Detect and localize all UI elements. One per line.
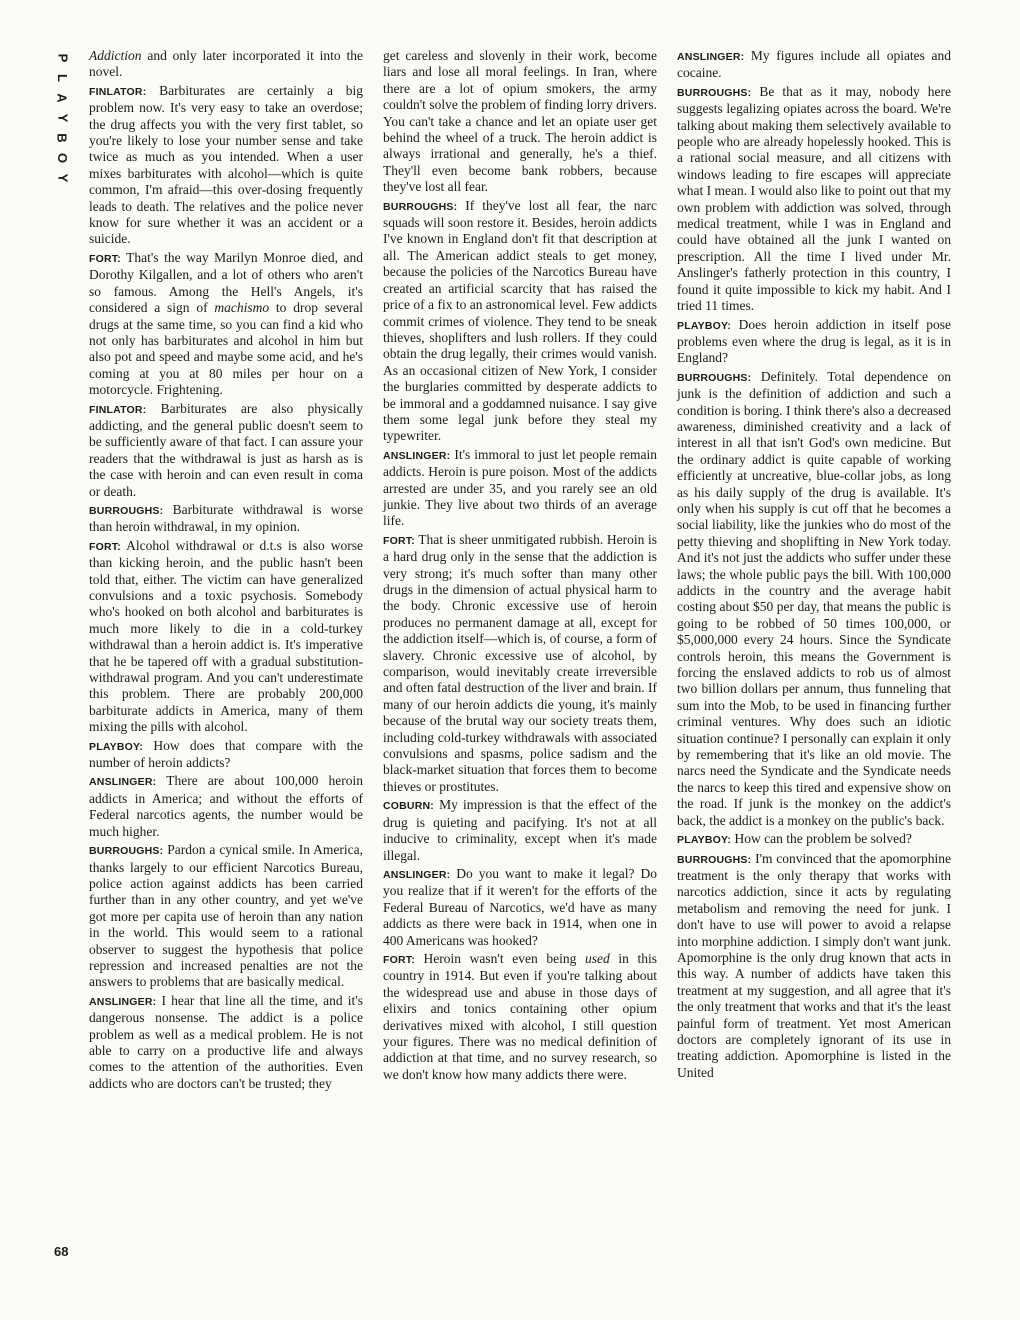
italic-text: used (584, 950, 610, 966)
speaker-label: FORT: (89, 540, 121, 553)
paragraph (89, 773, 363, 840)
speaker-label: ANSLINGER: (383, 449, 451, 462)
speaker-label: PLAYBOY: (677, 319, 732, 332)
paragraph (89, 738, 363, 772)
paragraph (383, 48, 657, 196)
body-text: How does that compare with the number of heroin addicts? (89, 737, 363, 771)
body-text: get careless and slovenly in their work, become liars and lose all moral feelings. In Iran, where there are a lot of opium smokers, the army couldn't solve the problem of finding lorry drivers. You can't take a chance and let an opiate user get behind the wheel of a truck. The heroin addict is always irrational and generally, he's a thief. They'll even become bank robbers, because they've lost all fear. (383, 48, 657, 195)
speaker-label: PLAYBOY: (89, 740, 144, 753)
speaker-label: ANSLINGER: (383, 868, 451, 881)
body-text: How can the problem be solved? (731, 831, 912, 847)
body-text: Definitely. Total dependence on junk is the definition of addiction and such a condition is boring. I think there's also a decreased awareness, diminished creativity and a lack of interest in all that isn't God's own medicine. But the ordinary addict is quite capable of working efficiently at uncreative, blue-collar jobs, as long as his daily supply of the drug is available. It's only when his supply is cut off that he becomes a social liability, like the junkies who do most of the petty thieving and shoplifting in New York today. And it's not just the addicts who suffer under these laws; the whole public pays the bill. With 100,000 addicts in the country and the average habit costing about $50 per day, that means the public is going to be robbed of 50 times 100,000, or $5,000,000 every 24 hours. Since the Syndicate controls heroin, this means the Government is forcing the enslaved addicts to rob us of almost two billion dollars per annum, thus funneling that sum into the Mob, to be used in financing further criminal ventures. Why does such an idiotic situation continue? I personally can explain it only by remembering that it's like an old movie. The narcs need the Syndicate and the Syndicate needs the narcs to keep this tired and expensive show on the road. If junk is the monkey on the addict's back, the addict is a monkey on the public's back. (677, 368, 951, 828)
italic-text: Addiction (89, 48, 142, 63)
paragraph (677, 48, 951, 82)
body-text: That is sheer unmitigated rubbish. Heroin is a hard drug only in the sense that the addiction is very strong; it's much softer than many other drugs in the dimension of actual physical harm to the body. Chronic excessive use of heroin produces no permanent damage at all, except for the addiction itself—which is, of course, a form of slavery. Chronic excessive use of alcohol, by comparison, would inevitably create irreversible and often fatal destruction of the liver and brain. If many of our heroin addicts die young, it's mainly because of the brutal way our society treats them, including cold-turkey withdrawals with associated convulsions and spasms, police sadism and the black-market situation that forces them to become thieves or prostitutes. (383, 531, 657, 794)
spine-letter: P (54, 53, 70, 63)
paragraph (89, 48, 363, 81)
body-text: in this country in 1914. But even if you're talking about the widespread use and abuse in those days of elixirs and tonics containing other opium derivatives mixed with alcohol, I still question your figures. There was no medical definition of addiction at that time, and no survey research, so we don't know how many addicts there were. (383, 950, 657, 1082)
paragraph (677, 831, 951, 848)
speaker-label: FINLATOR: (89, 403, 147, 416)
speaker-label: BURROUGHS: (677, 853, 752, 866)
body-text: Barbiturate withdrawal is worse than heroin withdrawal, in my opinion. (89, 501, 363, 535)
speaker-label: PLAYBOY: (677, 834, 732, 847)
body-text: to drop several drugs at the same time, so you can find a kid who not only has barbiturates and alcohol in him but also pot and speed and maybe some acid, and he's coming at you at 80 miles per hour on a motorcycle. Frightening. (89, 300, 363, 398)
spine-letter: O (55, 152, 70, 164)
speaker-label: BURROUGHS: (89, 504, 164, 517)
text-column-2 (383, 48, 657, 1085)
paragraph (677, 317, 951, 367)
body-text: Be that as it may, nobody here suggests legalizing opiates across the board. We're talking about making them selectively available to people who are already hopelessly hooked. This is a rational social measure, and all citizens with windows leading to fire escapes will appreciate what I mean. I would also like to point out that my own problem with addiction was solved, through medical treatment, while I was in England and could have obtained all the junk I wanted on prescription. All the time I lived under Mr. Anslinger's fatherly protection in this country, I found it quite impossible to kick my habit. And I tried 11 times. (677, 83, 951, 314)
speaker-label: COBURN: (383, 800, 434, 813)
paragraph (89, 502, 363, 536)
body-text: Barbiturates are also physically addicting, and the general public doesn't seem to be sufficiently aware of that fact. I can assure your readers that the withdrawal is just as harsh as is the case with heroin and can even result in coma or death. (89, 400, 363, 499)
spine-letter: Y (54, 113, 70, 123)
body-text: Does heroin addiction in itself pose problems even where the drug is legal, as it is in England? (677, 316, 951, 366)
speaker-label: FORT: (383, 953, 415, 966)
speaker-label: BURROUGHS: (677, 86, 752, 99)
paragraph (89, 250, 363, 399)
body-text: and only later incorporated it into the novel. (89, 48, 363, 80)
text-column-1 (89, 48, 363, 1094)
speaker-label: BURROUGHS: (89, 845, 164, 858)
speaker-label: FORT: (89, 252, 121, 265)
spine-letter: B (54, 133, 70, 143)
paragraph (89, 538, 363, 736)
paragraph (677, 369, 951, 829)
speaker-label: ANSLINGER: (89, 776, 157, 789)
paragraph (89, 993, 363, 1092)
body-text: Barbiturates are certainly a big problem now. It's very easy to take an overdose; the drug affects you with the very first tablet, so you're likely to lose your number sense and take twice as much as you intended. When a user mixes barbiturates with alcohol—which is quite common, I'm afraid—this over-dosing frequently leads to death. The relatives and the police never know for sure whether it was an accident or a suicide. (89, 82, 363, 247)
spine-letter: L (54, 74, 70, 82)
body-text: I hear that line all the time, and it's dangerous nonsense. The addict is a police problem as well as a medical problem. He is not able to carry on a productive life and always comes to the attention of the authorities. Even addicts who are doctors can't be trusted; they (89, 992, 363, 1091)
speaker-label: ANSLINGER: (677, 51, 745, 63)
paragraph (677, 84, 951, 315)
body-text: Alcohol withdrawal or d.t.s is also worse than kicking heroin, and the public hasn't been told that, either. The victim can have generalized convulsions and a toxic psychosis. Somebody who's hooked on both alcohol and barbiturates is much more likely to die in a cold-turkey withdrawal than a heroin addict is. It's imperative that he be tapered off with a gradual substitution-withdrawal program. And you can't underestimate this problem. There are probably 200,000 barbiturate addicts in America, many of them mixing the pills with alcohol. (89, 537, 363, 735)
body-text: It's immoral to just let people remain addicts. Heroin is pure poison. Most of the addicts arrested are under 35, and you rarely see an old junkie. They live about two thirds of an average life. (383, 446, 657, 529)
body-text: I'm convinced that the apomorphine treatment is the only therapy that works with narcotics addiction, since it acts by regulating metabolism and removing the need for junk. I don't have to use will power to avoid a relapse into morphine addiction. I simply don't want junk. Apomorphine is the only drug known that acts in this way. A number of addicts have taken this treatment at my suggestion, and all agree that it's the only treatment that works and that it's the least painful form of treatment. Yet most American doctors are completely ignorant of its use in treating addiction. Apomorphine is listed in the United (677, 850, 951, 1080)
italic-text: machismo (214, 300, 270, 316)
paragraph (89, 401, 363, 500)
paragraph (677, 851, 951, 1082)
paragraph (383, 532, 657, 796)
body-text: There are about 100,000 heroin addicts in America; and without the efforts of Federal narcotics agents, the number would be much higher. (89, 773, 363, 839)
speaker-label: BURROUGHS: (677, 371, 752, 384)
text-column-3 (677, 48, 951, 1083)
paragraph (383, 198, 657, 445)
body-text: If they've lost all fear, the narc squads will soon restore it. Besides, heroin addicts I've known in England don't fit that description at all. The American addict steals to get money, because the policies of the Narcotics Bureau have created an artificial scarcity that has raised the price of a fix to an astronomical level. Few addicts commit crimes of violence. They tend to be sneak thieves, shoplifters and lush rollers. If they could obtain the drug legally, their crimes would vanish. As an occasional citizen of New York, I consider the burglaries committed by desperate addicts to be immoral and a goddamned nuisance. I say give them some legal junk before they steal my typewriter. (383, 197, 657, 444)
speaker-label: FORT: (383, 534, 415, 547)
body-text: That's the way Marilyn Monroe died, and Dorothy Kilgallen, and a lot of others who aren't so famous. Among the Hell's Angels, it's considered a sign of (89, 249, 363, 316)
paragraph (89, 83, 363, 248)
magazine-spine-title (53, 48, 71, 188)
spine-letter: Y (54, 173, 70, 183)
body-text: Heroin wasn't even being (414, 950, 585, 966)
body-text: Do you want to make it legal? Do you realize that if it weren't for the efforts of the Federal Bureau of Narcotics, we'd have as many addicts as there were back in 1914, when one in 400 Americans was hooked? (383, 865, 657, 948)
page-number: 68 (54, 1244, 69, 1259)
speaker-label: FINLATOR: (89, 85, 147, 98)
paragraph (383, 951, 657, 1083)
body-text: Pardon a cynical smile. In America, thanks largely to our efficient Narcotics Bureau, police action against addicts has been carried further than in any other country, and yet we've got more per capita use of heroin than any nation in the world. This would seem to a rational observer to suggest the hypothesis that police repression and increased penalties are not the answers to problems that are basically medical. (89, 842, 363, 990)
spine-letter: A (54, 93, 70, 103)
paragraph (89, 842, 363, 991)
body-text: My figures include all opiates and cocaine. (677, 48, 951, 81)
paragraph (383, 447, 657, 530)
paragraph (383, 866, 657, 949)
paragraph (383, 797, 657, 864)
speaker-label: ANSLINGER: (89, 995, 157, 1008)
speaker-label: BURROUGHS: (383, 200, 458, 213)
body-text: My impression is that the effect of the drug is quieting and pacifying. It's not at all inducive to criminality, except when it's made illegal. (383, 797, 657, 863)
